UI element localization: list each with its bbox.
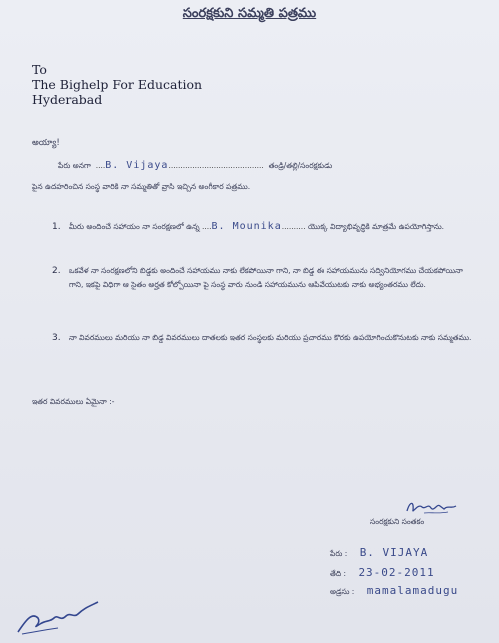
- item-number: 2.: [52, 266, 61, 276]
- guardian-name-prefix: పేరు అనగా: [58, 161, 91, 170]
- item-text: నా వివరములు మరియు నా బిడ్డ వివరములు దాతలకు ఇతర సంస్థలకు మరియు ప్రచారము కొరకు ఉపయోగించుకొనుటకు నాకు సమ్మతము.: [69, 333, 472, 342]
- detail-date-row: [330, 566, 435, 580]
- recipient-organization: The Bighelp For Education: [32, 77, 203, 92]
- guardian-signature-scribble: [404, 497, 460, 517]
- item-text: ఒకవేళ నా సంరక్షణలోని బిడ్డకు అందించే సహాయము నాకు లేకపోయినా గాని, నా బిడ్డ ఈ సహాయమును సద్వినియోగము చేయకపోయినా గాని, ఇకపై విధిగా ఆ సైతం అర్హత కోల్పోయినా పై సంస్థ వారు నుండి సహాయమును ఆపివేయుటకు నాకు అభ్యంతరము లేదు.: [69, 266, 463, 289]
- detail-name-row: [330, 546, 428, 560]
- to-label: To: [32, 62, 47, 77]
- detail-name-value: B. VIJAYA: [359, 546, 429, 559]
- student-name-handwritten: B. Mounika: [211, 221, 282, 232]
- intro-statement: పైన ఉదహరించిన సంస్థ వారికి నా సమ్మతితో వ్రాసి ఇచ్చిన అంగీకార పత్రము.: [32, 182, 251, 191]
- recipient-city: Hyderabad: [32, 92, 103, 107]
- document-title: సంరక్షకుని సమ్మతి పత్రము: [182, 6, 317, 21]
- salutation: అయ్యా!: [32, 138, 60, 148]
- consent-item-1: 1. మీరు అందించే సహాయం నా సంరక్షణలో ఉన్న ....B. Mounika.......... యొక్క విద్యాభివృద్ధికి మాత్రమే ఉపయోగిస్తాను.: [52, 221, 445, 232]
- detail-name-label: పేరు :: [330, 549, 348, 558]
- other-details-label: ఇతర వివరములు ఏమైనా :-: [32, 397, 115, 406]
- detail-address-label: అడ్రసు :: [330, 587, 355, 596]
- recipient-address-block: [32, 62, 202, 107]
- item-text-after: యొక్క విద్యాభివృద్ధికి మాత్రమే ఉపయోగిస్తాను.: [307, 222, 445, 231]
- guardian-relation-label: తండ్రి/తల్లి/సంరక్షకుడు: [268, 161, 333, 170]
- item-number: 1.: [52, 222, 61, 232]
- guardian-signature-label: సంరక్షకుని సంతకం: [370, 517, 425, 526]
- guardian-name-handwritten: B. Vijaya: [105, 160, 169, 171]
- guardian-name-line: పేరు అనగా ....B. Vijaya........................................ తండ్రి/తల్లి/సంరక్షకుడు: [58, 160, 333, 171]
- item-text-before: మీరు అందించే సహాయం నా సంరక్షణలో ఉన్న: [69, 222, 200, 231]
- consent-item-3: [52, 331, 472, 345]
- consent-item-2: [52, 264, 472, 292]
- detail-address-row: [330, 584, 458, 598]
- corner-signature-scribble: [14, 598, 106, 638]
- detail-address-value: mamalamadugu: [366, 584, 459, 597]
- detail-date-label: తేది :: [330, 569, 347, 578]
- item-number: 3.: [52, 333, 61, 343]
- detail-date-value: 23-02-2011: [358, 566, 435, 579]
